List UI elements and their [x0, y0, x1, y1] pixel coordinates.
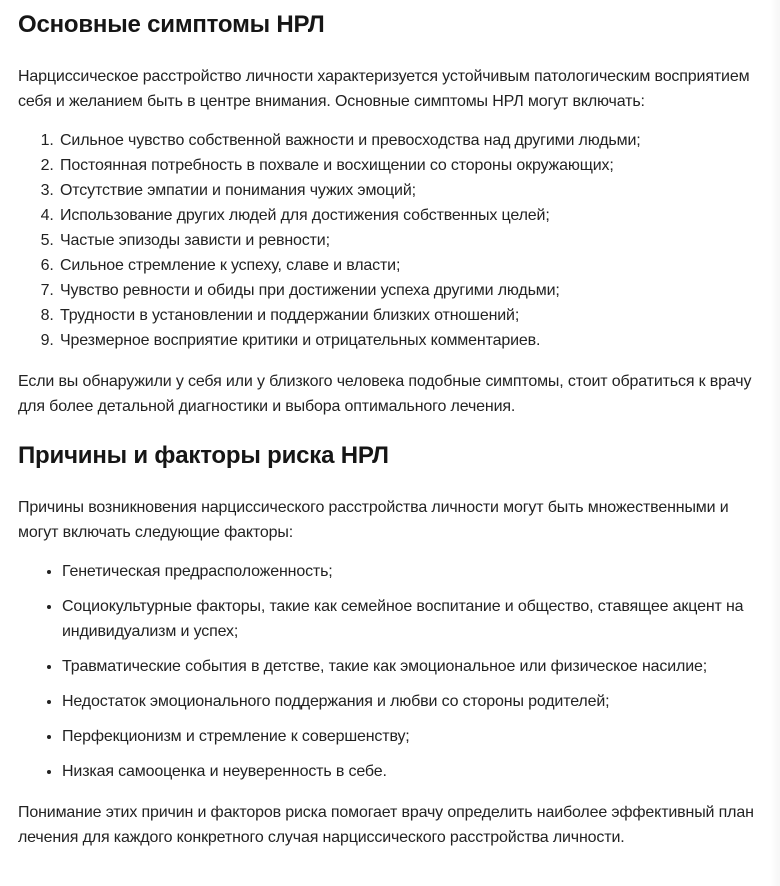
- symptoms-list: [18, 128, 762, 353]
- symptoms-list-item: 1. Сильное чувство собственной важности и превосходства над другими людьми;: [58, 128, 762, 153]
- symptoms-list-item: 6. Сильное стремление к успеху, славе и власти;: [58, 253, 762, 278]
- causes-list-item: • Низкая самооценка и неуверенность в себе.: [62, 759, 762, 784]
- page-right-edge-shade: [770, 0, 780, 886]
- causes-list-item: • Недостаток эмоционального поддержания и любви со стороны родителей;: [62, 689, 762, 714]
- causes-list-item: • Перфекционизм и стремление к совершенству;: [62, 724, 762, 749]
- article: [18, 10, 762, 850]
- symptoms-list-item: 8. Трудности в установлении и поддержании близких отношений;: [58, 303, 762, 328]
- section-causes: [18, 441, 762, 850]
- causes-list-item: • Травматические события в детстве, такие как эмоциональное или физическое насилие;: [62, 654, 762, 679]
- section-symptoms: [18, 10, 762, 419]
- causes-list-item: • Генетическая предрасположенность;: [62, 559, 762, 584]
- symptoms-list-item: 4. Использование других людей для достижения собственных целей;: [58, 203, 762, 228]
- symptoms-list-item: 7. Чувство ревности и обиды при достижении успеха другими людьми;: [58, 278, 762, 303]
- symptoms-list-item: 5. Частые эпизоды зависти и ревности;: [58, 228, 762, 253]
- causes-heading: Причины и факторы риска НРЛ: [18, 442, 389, 469]
- causes-list-item: • Социокультурные факторы, такие как семейное воспитание и общество, ставящее акцент на индивидуализм и успех;: [62, 594, 762, 644]
- symptoms-list-item: 9. Чрезмерное восприятие критики и отрицательных комментариев.: [58, 328, 762, 353]
- causes-list: [18, 559, 762, 784]
- symptoms-outro-paragraph: Если вы обнаружили у себя или у близкого человека подобные симптомы, стоит обратиться к врачу для более детальной диагностики и выбора оптимального лечения.: [18, 373, 752, 415]
- symptoms-heading: Основные симптомы НРЛ: [18, 11, 325, 38]
- causes-outro-paragraph: Понимание этих причин и факторов риска помогает врачу определить наиболее эффективный план лечения для каждого конкретного случая нарциссического расстройства личности.: [18, 804, 754, 846]
- symptoms-list-item: 2. Постоянная потребность в похвале и восхищении со стороны окружающих;: [58, 153, 762, 178]
- causes-intro-paragraph: Причины возникновения нарциссического расстройства личности могут быть множественными и могут включать следующие факторы:: [18, 499, 729, 541]
- symptoms-intro-paragraph: Нарциссическое расстройство личности характеризуется устойчивым патологическим восприятием себя и желанием быть в центре внимания. Основные симптомы НРЛ могут включать:: [18, 68, 750, 110]
- symptoms-list-item: 3. Отсутствие эмпатии и понимания чужих эмоций;: [58, 178, 762, 203]
